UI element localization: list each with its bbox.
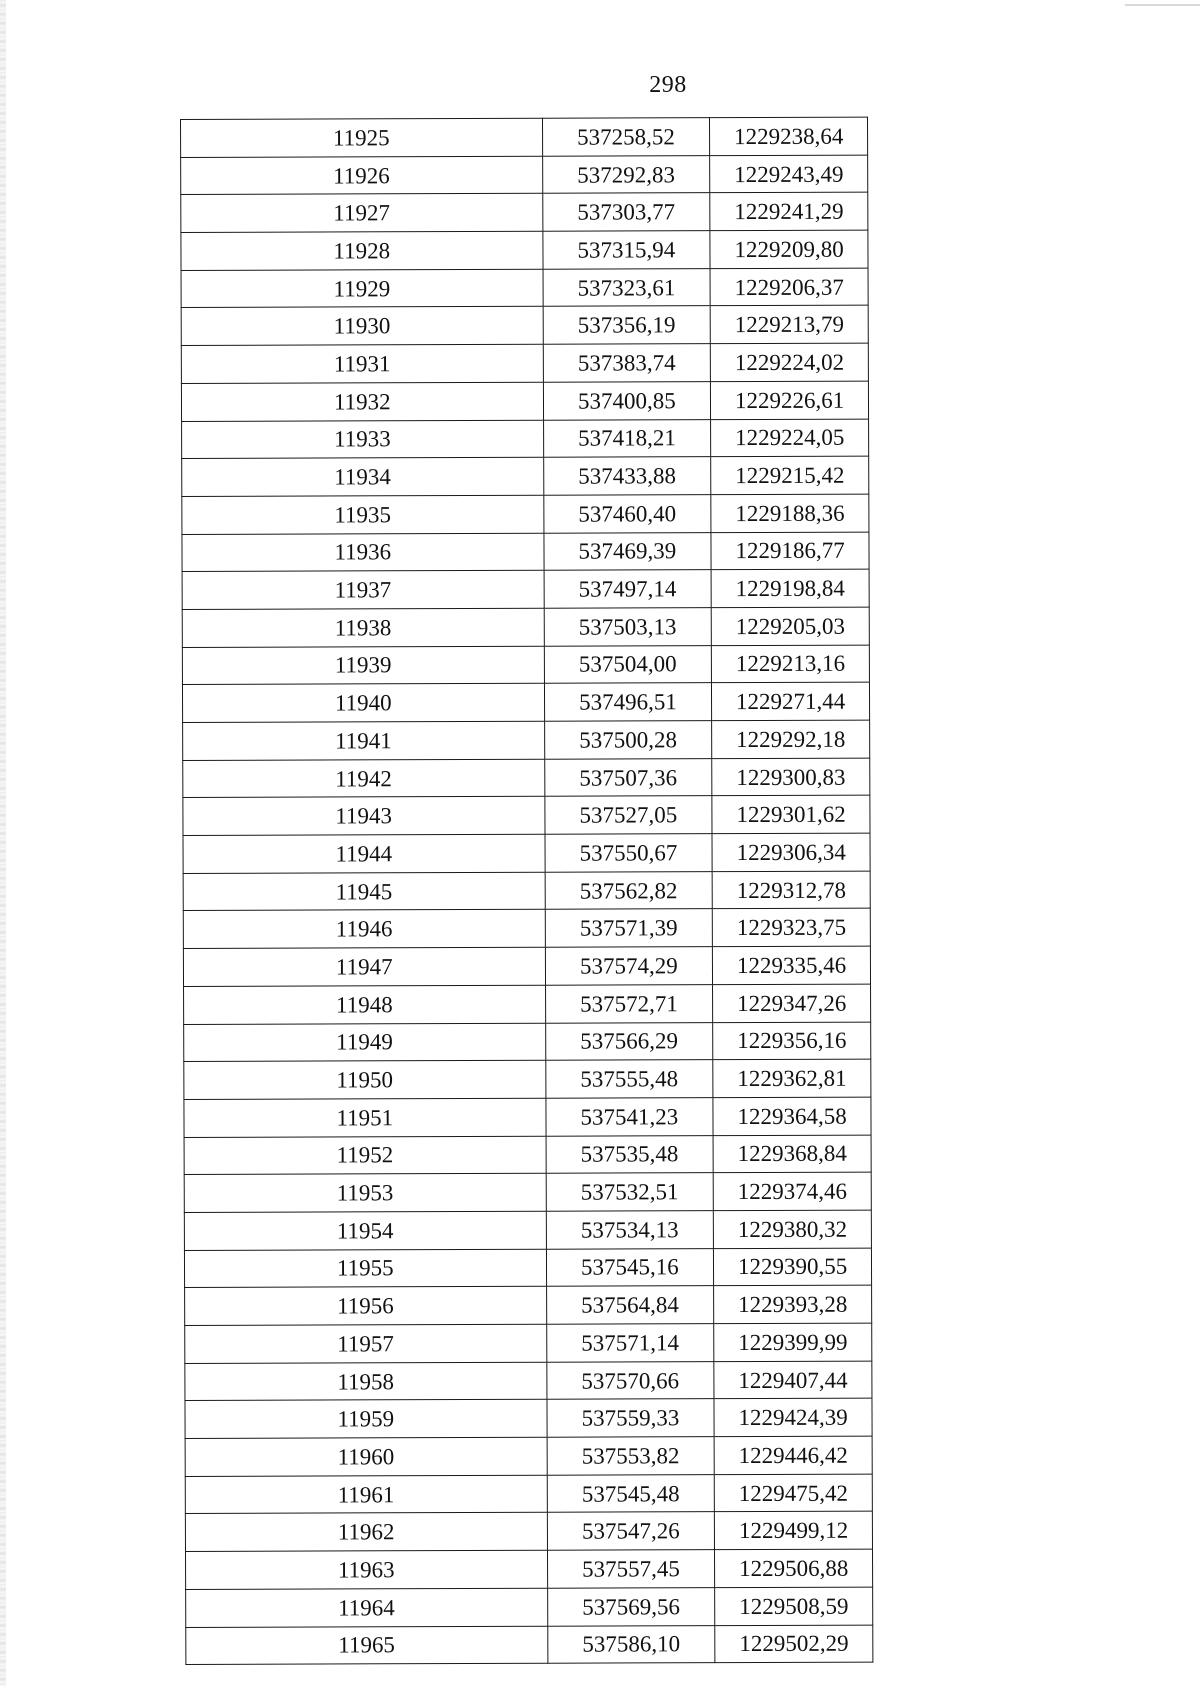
table-row bbox=[181, 155, 868, 195]
point-number-cell: 11953 bbox=[184, 1173, 546, 1212]
y-coordinate-cell: 1229186,77 bbox=[711, 532, 869, 570]
y-coordinate-cell: 1229393,28 bbox=[714, 1285, 872, 1323]
x-coordinate-cell: 537433,88 bbox=[543, 457, 711, 495]
table-row bbox=[183, 795, 870, 835]
x-coordinate-cell: 537527,05 bbox=[544, 796, 712, 834]
x-coordinate-cell: 537356,19 bbox=[543, 306, 711, 344]
table-row bbox=[184, 1172, 871, 1212]
y-coordinate-cell: 1229243,49 bbox=[710, 155, 868, 193]
x-coordinate-cell: 537541,23 bbox=[545, 1098, 713, 1136]
table-row bbox=[181, 343, 868, 383]
scan-edge-left bbox=[0, 0, 6, 1686]
point-number-cell: 11929 bbox=[181, 269, 543, 308]
x-coordinate-cell: 537532,51 bbox=[546, 1173, 714, 1211]
y-coordinate-cell: 1229312,78 bbox=[712, 871, 870, 909]
table-row bbox=[181, 117, 868, 157]
x-coordinate-cell: 537460,40 bbox=[543, 495, 711, 533]
point-number-cell: 11965 bbox=[186, 1626, 548, 1665]
table-row bbox=[183, 909, 870, 949]
y-coordinate-cell: 1229390,55 bbox=[714, 1248, 872, 1286]
x-coordinate-cell: 537550,67 bbox=[545, 834, 713, 872]
point-number-cell: 11932 bbox=[181, 382, 543, 421]
table-row bbox=[183, 946, 870, 986]
point-number-cell: 11956 bbox=[185, 1287, 547, 1326]
table-row bbox=[185, 1512, 872, 1552]
x-coordinate-cell: 537418,21 bbox=[543, 419, 711, 457]
table-row bbox=[183, 871, 870, 911]
x-coordinate-cell: 537586,10 bbox=[547, 1625, 715, 1663]
point-number-cell: 11951 bbox=[184, 1098, 546, 1137]
point-number-cell: 11963 bbox=[186, 1550, 548, 1589]
y-coordinate-cell: 1229205,03 bbox=[711, 607, 869, 645]
x-coordinate-cell: 537566,29 bbox=[545, 1022, 713, 1060]
x-coordinate-cell: 537503,13 bbox=[544, 608, 712, 646]
x-coordinate-cell: 537553,82 bbox=[547, 1437, 715, 1475]
y-coordinate-cell: 1229292,18 bbox=[712, 720, 870, 758]
y-coordinate-cell: 1229446,42 bbox=[714, 1436, 872, 1474]
point-number-cell: 11927 bbox=[181, 194, 543, 233]
y-coordinate-cell: 1229362,81 bbox=[713, 1059, 871, 1097]
table-row bbox=[185, 1285, 872, 1325]
point-number-cell: 11946 bbox=[183, 910, 545, 949]
point-number-cell: 11928 bbox=[181, 231, 543, 270]
point-number-cell: 11942 bbox=[183, 759, 545, 798]
x-coordinate-cell: 537557,45 bbox=[547, 1550, 715, 1588]
x-coordinate-cell: 537547,26 bbox=[547, 1512, 715, 1550]
x-coordinate-cell: 537569,56 bbox=[547, 1587, 715, 1625]
point-number-cell: 11941 bbox=[183, 721, 545, 760]
point-number-cell: 11939 bbox=[182, 646, 544, 685]
point-number-cell: 11950 bbox=[184, 1060, 546, 1099]
x-coordinate-cell: 537572,71 bbox=[545, 984, 713, 1022]
table-row bbox=[183, 758, 870, 798]
x-coordinate-cell: 537400,85 bbox=[543, 381, 711, 419]
point-number-cell: 11926 bbox=[181, 156, 543, 195]
point-number-cell: 11949 bbox=[184, 1023, 546, 1062]
x-coordinate-cell: 537559,33 bbox=[547, 1399, 715, 1437]
y-coordinate-cell: 1229424,39 bbox=[714, 1398, 872, 1436]
table-row bbox=[185, 1323, 872, 1363]
table-row bbox=[182, 682, 869, 722]
point-number-cell: 11957 bbox=[185, 1324, 547, 1363]
point-number-cell: 11945 bbox=[183, 872, 545, 911]
table-row bbox=[181, 381, 868, 421]
point-number-cell: 11935 bbox=[182, 495, 544, 534]
table-row bbox=[182, 419, 869, 459]
point-number-cell: 11931 bbox=[181, 344, 543, 383]
point-number-cell: 11960 bbox=[185, 1437, 547, 1476]
point-number-cell: 11933 bbox=[182, 420, 544, 459]
x-coordinate-cell: 537315,94 bbox=[542, 231, 710, 269]
y-coordinate-cell: 1229226,61 bbox=[711, 381, 869, 419]
x-coordinate-cell: 537500,28 bbox=[544, 721, 712, 759]
y-coordinate-cell: 1229374,46 bbox=[713, 1172, 871, 1210]
table-row bbox=[182, 645, 869, 685]
x-coordinate-cell: 537574,29 bbox=[545, 947, 713, 985]
x-coordinate-cell: 537564,84 bbox=[546, 1286, 714, 1324]
y-coordinate-cell: 1229499,12 bbox=[715, 1512, 873, 1550]
y-coordinate-cell: 1229364,58 bbox=[713, 1097, 871, 1135]
x-coordinate-cell: 537383,74 bbox=[543, 344, 711, 382]
table-row bbox=[184, 1059, 871, 1099]
y-coordinate-cell: 1229198,84 bbox=[711, 569, 869, 607]
y-coordinate-cell: 1229380,32 bbox=[714, 1210, 872, 1248]
page-number: 298 bbox=[649, 72, 687, 98]
x-coordinate-cell: 537534,13 bbox=[546, 1211, 714, 1249]
point-number-cell: 11962 bbox=[185, 1513, 547, 1552]
y-coordinate-cell: 1229502,29 bbox=[715, 1625, 873, 1663]
point-number-cell: 11937 bbox=[182, 570, 544, 609]
y-coordinate-cell: 1229407,44 bbox=[714, 1361, 872, 1399]
y-coordinate-cell: 1229271,44 bbox=[712, 682, 870, 720]
y-coordinate-cell: 1229224,05 bbox=[711, 419, 869, 457]
y-coordinate-cell: 1229209,80 bbox=[710, 230, 868, 268]
y-coordinate-cell: 1229213,16 bbox=[712, 645, 870, 683]
y-coordinate-cell: 1229300,83 bbox=[712, 758, 870, 796]
table-row bbox=[184, 1097, 871, 1137]
point-number-cell: 11930 bbox=[181, 307, 543, 346]
x-coordinate-cell: 537258,52 bbox=[542, 118, 710, 156]
table-row bbox=[185, 1398, 872, 1438]
point-number-cell: 11959 bbox=[185, 1400, 547, 1439]
table-row bbox=[184, 1210, 871, 1250]
table-row bbox=[185, 1474, 872, 1514]
table-row bbox=[184, 1248, 871, 1288]
x-coordinate-cell: 537507,36 bbox=[544, 758, 712, 796]
y-coordinate-cell: 1229306,34 bbox=[712, 833, 870, 871]
point-number-cell: 11934 bbox=[182, 457, 544, 496]
point-number-cell: 11958 bbox=[185, 1362, 547, 1401]
y-coordinate-cell: 1229368,84 bbox=[713, 1135, 871, 1173]
x-coordinate-cell: 537571,14 bbox=[546, 1324, 714, 1362]
point-number-cell: 11938 bbox=[182, 608, 544, 647]
table-row bbox=[182, 569, 869, 609]
y-coordinate-cell: 1229301,62 bbox=[712, 795, 870, 833]
table-row bbox=[184, 1135, 871, 1175]
point-number-cell: 11948 bbox=[184, 985, 546, 1024]
table-row bbox=[186, 1625, 873, 1665]
table-row bbox=[186, 1587, 873, 1627]
y-coordinate-cell: 1229335,46 bbox=[713, 946, 871, 984]
point-number-cell: 11961 bbox=[185, 1475, 547, 1514]
point-number-cell: 11955 bbox=[184, 1249, 546, 1288]
point-number-cell: 11964 bbox=[186, 1588, 548, 1627]
point-number-cell: 11944 bbox=[183, 834, 545, 873]
y-coordinate-cell: 1229213,79 bbox=[710, 306, 868, 344]
y-coordinate-cell: 1229508,59 bbox=[715, 1587, 873, 1625]
x-coordinate-cell: 537562,82 bbox=[545, 871, 713, 909]
x-coordinate-cell: 537535,48 bbox=[546, 1135, 714, 1173]
y-coordinate-cell: 1229475,42 bbox=[714, 1474, 872, 1512]
table-row bbox=[186, 1549, 873, 1589]
coordinates-table-body bbox=[181, 117, 873, 1665]
table-row bbox=[184, 1022, 871, 1062]
table-row bbox=[181, 192, 868, 232]
table-row bbox=[181, 230, 868, 270]
y-coordinate-cell: 1229206,37 bbox=[710, 268, 868, 306]
point-number-cell: 11947 bbox=[183, 947, 545, 986]
table-row bbox=[181, 268, 868, 308]
table-row bbox=[182, 456, 869, 496]
y-coordinate-cell: 1229323,75 bbox=[712, 909, 870, 947]
y-coordinate-cell: 1229356,16 bbox=[713, 1022, 871, 1060]
table-row bbox=[185, 1436, 872, 1476]
table-row bbox=[182, 532, 869, 572]
x-coordinate-cell: 537497,14 bbox=[544, 570, 712, 608]
x-coordinate-cell: 537469,39 bbox=[543, 532, 711, 570]
table-row bbox=[181, 306, 868, 346]
point-number-cell: 11925 bbox=[181, 118, 543, 157]
y-coordinate-cell: 1229215,42 bbox=[711, 456, 869, 494]
point-number-cell: 11952 bbox=[184, 1136, 546, 1175]
scan-edge-top bbox=[1125, 4, 1200, 6]
y-coordinate-cell: 1229241,29 bbox=[710, 192, 868, 230]
x-coordinate-cell: 537303,77 bbox=[542, 193, 710, 231]
table-row bbox=[183, 720, 870, 760]
x-coordinate-cell: 537570,66 bbox=[546, 1361, 714, 1399]
point-number-cell: 11954 bbox=[184, 1211, 546, 1250]
y-coordinate-cell: 1229188,36 bbox=[711, 494, 869, 532]
point-number-cell: 11940 bbox=[182, 684, 544, 723]
y-coordinate-cell: 1229238,64 bbox=[710, 117, 868, 155]
point-number-cell: 11936 bbox=[182, 533, 544, 572]
point-number-cell: 11943 bbox=[183, 797, 545, 836]
x-coordinate-cell: 537545,48 bbox=[547, 1474, 715, 1512]
table-row bbox=[183, 833, 870, 873]
x-coordinate-cell: 537545,16 bbox=[546, 1248, 714, 1286]
table-row bbox=[182, 607, 869, 647]
x-coordinate-cell: 537292,83 bbox=[542, 155, 710, 193]
y-coordinate-cell: 1229506,88 bbox=[715, 1549, 873, 1587]
coordinates-table bbox=[180, 117, 873, 1666]
table-row bbox=[185, 1361, 872, 1401]
x-coordinate-cell: 537555,48 bbox=[545, 1060, 713, 1098]
x-coordinate-cell: 537504,00 bbox=[544, 645, 712, 683]
x-coordinate-cell: 537496,51 bbox=[544, 683, 712, 721]
y-coordinate-cell: 1229224,02 bbox=[711, 343, 869, 381]
x-coordinate-cell: 537571,39 bbox=[545, 909, 713, 947]
table-row bbox=[182, 494, 869, 534]
y-coordinate-cell: 1229399,99 bbox=[714, 1323, 872, 1361]
y-coordinate-cell: 1229347,26 bbox=[713, 984, 871, 1022]
table-row bbox=[184, 984, 871, 1024]
x-coordinate-cell: 537323,61 bbox=[543, 268, 711, 306]
